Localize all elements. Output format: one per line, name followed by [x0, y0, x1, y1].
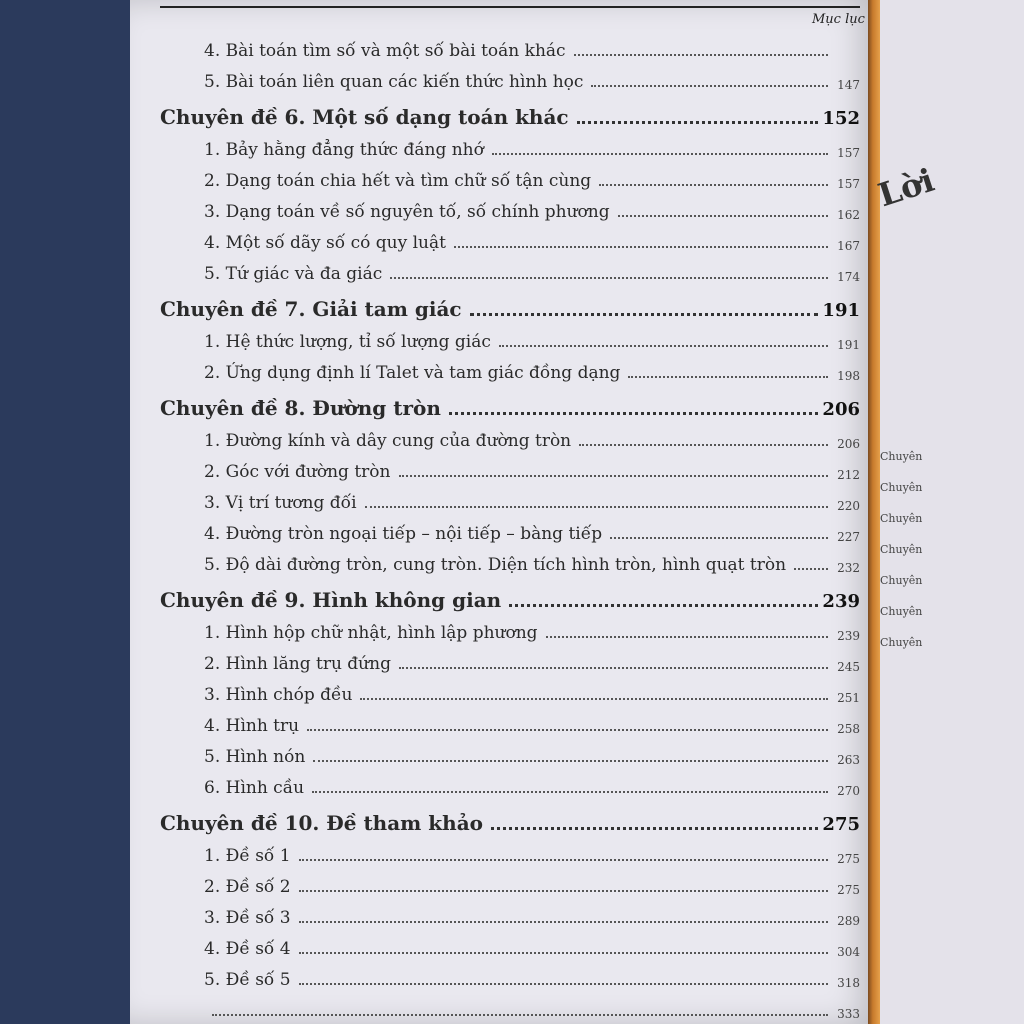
- toc-entry-row: [160, 612, 860, 643]
- running-head: Mục lục: [812, 12, 865, 27]
- dot-leader: [307, 729, 828, 731]
- dot-leader: [546, 636, 828, 638]
- toc-entry-label: 4. Một số dãy số có quy luật: [204, 233, 446, 253]
- toc-entry-row: [160, 321, 860, 352]
- toc-page-number: 333: [837, 1007, 860, 1021]
- toc-entry-label: 3. Dạng toán về số nguyên tố, số chính phương: [204, 202, 610, 222]
- toc-entry-label: 3. Vị trí tương đối: [204, 493, 357, 513]
- right-page-fragment: Chuyên: [880, 450, 923, 463]
- toc-entry-row: [160, 897, 860, 928]
- dot-leader: [365, 506, 828, 508]
- toc-entry-row: [160, 866, 860, 897]
- toc-entry-row: [160, 129, 860, 160]
- toc-chapter-row: [160, 575, 860, 612]
- dot-leader: [454, 246, 828, 248]
- toc-entry-row: [160, 61, 860, 92]
- dot-leader: [449, 412, 819, 415]
- toc-page-number: 152: [822, 108, 860, 129]
- toc-entry-row: [160, 160, 860, 191]
- toc-entry-label: 2. Góc với đường tròn: [204, 462, 391, 482]
- toc-page-number: 191: [837, 338, 860, 352]
- dot-leader: [313, 760, 828, 762]
- dot-leader: [399, 667, 828, 669]
- toc-entry-row: [160, 191, 860, 222]
- dot-leader: [491, 827, 818, 830]
- dot-leader: [574, 54, 828, 56]
- toc-page-number: 191: [822, 300, 860, 321]
- toc-entry-row: [160, 767, 860, 798]
- top-rule: [160, 6, 860, 8]
- toc-page-number: 162: [837, 208, 860, 222]
- toc-entry-row: [160, 736, 860, 767]
- toc-entry-label: 5. Đề số 5: [204, 970, 291, 990]
- toc-entry-label: Chuyên đề 10. Đề tham khảo: [160, 811, 484, 835]
- toc-page-number: 239: [822, 591, 860, 612]
- page-edge: [868, 0, 880, 1024]
- right-page-fragment: Chuyên: [880, 512, 923, 525]
- toc-entry-row: [160, 420, 860, 451]
- dot-leader: [312, 791, 828, 793]
- toc-entry-row: [160, 959, 860, 990]
- right-page-fragment: Chuyên: [880, 481, 923, 494]
- toc-entry-label: Chuyên đề 8. Đường tròn: [160, 396, 441, 420]
- toc-entry-label: 5. Tứ giác và đa giác: [204, 264, 383, 284]
- toc-page-number: 227: [837, 530, 860, 544]
- dot-leader: [299, 859, 828, 861]
- toc-page-number: 275: [822, 814, 860, 835]
- toc-entry-label: 6. Hình cầu: [204, 778, 305, 798]
- toc-page-number: 258: [837, 722, 860, 736]
- toc-page-number: 289: [837, 914, 860, 928]
- toc-entry-label: 5. Hình nón: [204, 747, 306, 767]
- dot-leader: [794, 568, 828, 570]
- dot-leader: [618, 215, 828, 217]
- toc-entry-row: [160, 835, 860, 866]
- toc-chapter-row: [160, 798, 860, 835]
- toc-entry-label: 2. Đề số 2: [204, 877, 291, 897]
- toc-page-number: 212: [837, 468, 860, 482]
- dot-leader: [509, 604, 818, 607]
- toc-page-number: 167: [837, 239, 860, 253]
- dot-leader: [610, 537, 828, 539]
- table-of-contents: [160, 30, 860, 1021]
- toc-page-number: 157: [837, 177, 860, 191]
- dot-leader: [212, 1014, 828, 1016]
- toc-page-number: 206: [837, 437, 860, 451]
- toc-entry-label: 3. Đề số 3: [204, 908, 291, 928]
- toc-entry-label: 4. Hình trụ: [204, 716, 300, 736]
- dot-leader: [579, 444, 828, 446]
- toc-page-number: 245: [837, 660, 860, 674]
- toc-entry-label: 2. Dạng toán chia hết và tìm chữ số tận cùng: [204, 171, 592, 191]
- dot-leader: [299, 983, 828, 985]
- toc-chapter-row: [160, 383, 860, 420]
- dot-leader: [360, 698, 828, 700]
- toc-entry-row: [160, 705, 860, 736]
- dot-leader: [499, 345, 828, 347]
- dot-leader: [492, 153, 828, 155]
- toc-page-number: 239: [837, 629, 860, 643]
- toc-page-number: 263: [837, 753, 860, 767]
- dot-leader: [591, 85, 828, 87]
- toc-chapter-row: [160, 92, 860, 129]
- toc-page-number: 174: [837, 270, 860, 284]
- toc-entry-label: 1. Hệ thức lượng, tỉ số lượng giác: [204, 332, 491, 352]
- toc-entry-label: 3. Hình chóp đều: [204, 685, 353, 705]
- toc-entry-label: 4. Bài toán tìm số và một số bài toán khác: [204, 41, 566, 61]
- toc-page-number: 318: [837, 976, 860, 990]
- toc-entry-row: [160, 643, 860, 674]
- toc-entry-row: [160, 990, 860, 1021]
- toc-entry-row: [160, 544, 860, 575]
- toc-entry-row: [160, 30, 860, 61]
- right-page-fragment: Chuyên: [880, 543, 923, 556]
- right-page-fragment: Chuyên: [880, 636, 923, 649]
- dot-leader: [299, 921, 828, 923]
- toc-page-number: 251: [837, 691, 860, 705]
- right-page-fragment: Chuyên: [880, 605, 923, 618]
- toc-page-number: 157: [837, 146, 860, 160]
- toc-entry-label: 5. Bài toán liên quan các kiến thức hình học: [204, 72, 584, 92]
- dot-leader: [299, 890, 828, 892]
- right-page-heading: Lời: [873, 160, 939, 215]
- toc-chapter-row: [160, 284, 860, 321]
- toc-entry-label: 1. Hình hộp chữ nhật, hình lập phương: [204, 623, 538, 643]
- toc-entry-label: 4. Đề số 4: [204, 939, 291, 959]
- toc-entry-label: 4. Đường tròn ngoại tiếp – nội tiếp – bàng tiếp: [204, 524, 603, 544]
- dot-leader: [399, 475, 829, 477]
- dot-leader: [390, 277, 828, 279]
- toc-entry-row: [160, 451, 860, 482]
- toc-entry-label: 1. Đề số 1: [204, 846, 291, 866]
- toc-entry-row: [160, 352, 860, 383]
- toc-page-number: 304: [837, 945, 860, 959]
- toc-entry-label: 2. Hình lăng trụ đứng: [204, 654, 391, 674]
- toc-entry-row: [160, 253, 860, 284]
- toc-page-number: 198: [837, 369, 860, 383]
- dot-leader: [628, 376, 828, 378]
- toc-entry-label: 2. Ứng dụng định lí Talet và tam giác đồng dạng: [204, 363, 621, 383]
- toc-entry-label: Chuyên đề 9. Hình không gian: [160, 588, 502, 612]
- toc-entry-row: [160, 513, 860, 544]
- toc-entry-label: Chuyên đề 6. Một số dạng toán khác: [160, 105, 569, 129]
- toc-entry-row: [160, 482, 860, 513]
- toc-entry-label: 1. Đường kính và dây cung của đường tròn: [204, 431, 572, 451]
- toc-entry-label: Chuyên đề 7. Giải tam giác: [160, 297, 462, 321]
- dot-leader: [599, 184, 828, 186]
- toc-entry-label: 1. Bảy hằng đẳng thức đáng nhớ: [204, 140, 484, 160]
- toc-page-number: 275: [837, 883, 860, 897]
- toc-page-number: 275: [837, 852, 860, 866]
- dot-leader: [577, 121, 819, 124]
- toc-page-number: 232: [837, 561, 860, 575]
- toc-page-number: 147: [837, 78, 860, 92]
- toc-page-number: 220: [837, 499, 860, 513]
- toc-entry-row: [160, 928, 860, 959]
- toc-page-number: 270: [837, 784, 860, 798]
- toc-entry-row: [160, 674, 860, 705]
- toc-entry-row: [160, 222, 860, 253]
- right-page-fragment: Chuyên: [880, 574, 923, 587]
- dot-leader: [470, 313, 819, 316]
- toc-entry-label: 5. Độ dài đường tròn, cung tròn. Diện tích hình tròn, hình quạt tròn: [204, 555, 787, 575]
- dot-leader: [299, 952, 828, 954]
- toc-page-number: 206: [822, 399, 860, 420]
